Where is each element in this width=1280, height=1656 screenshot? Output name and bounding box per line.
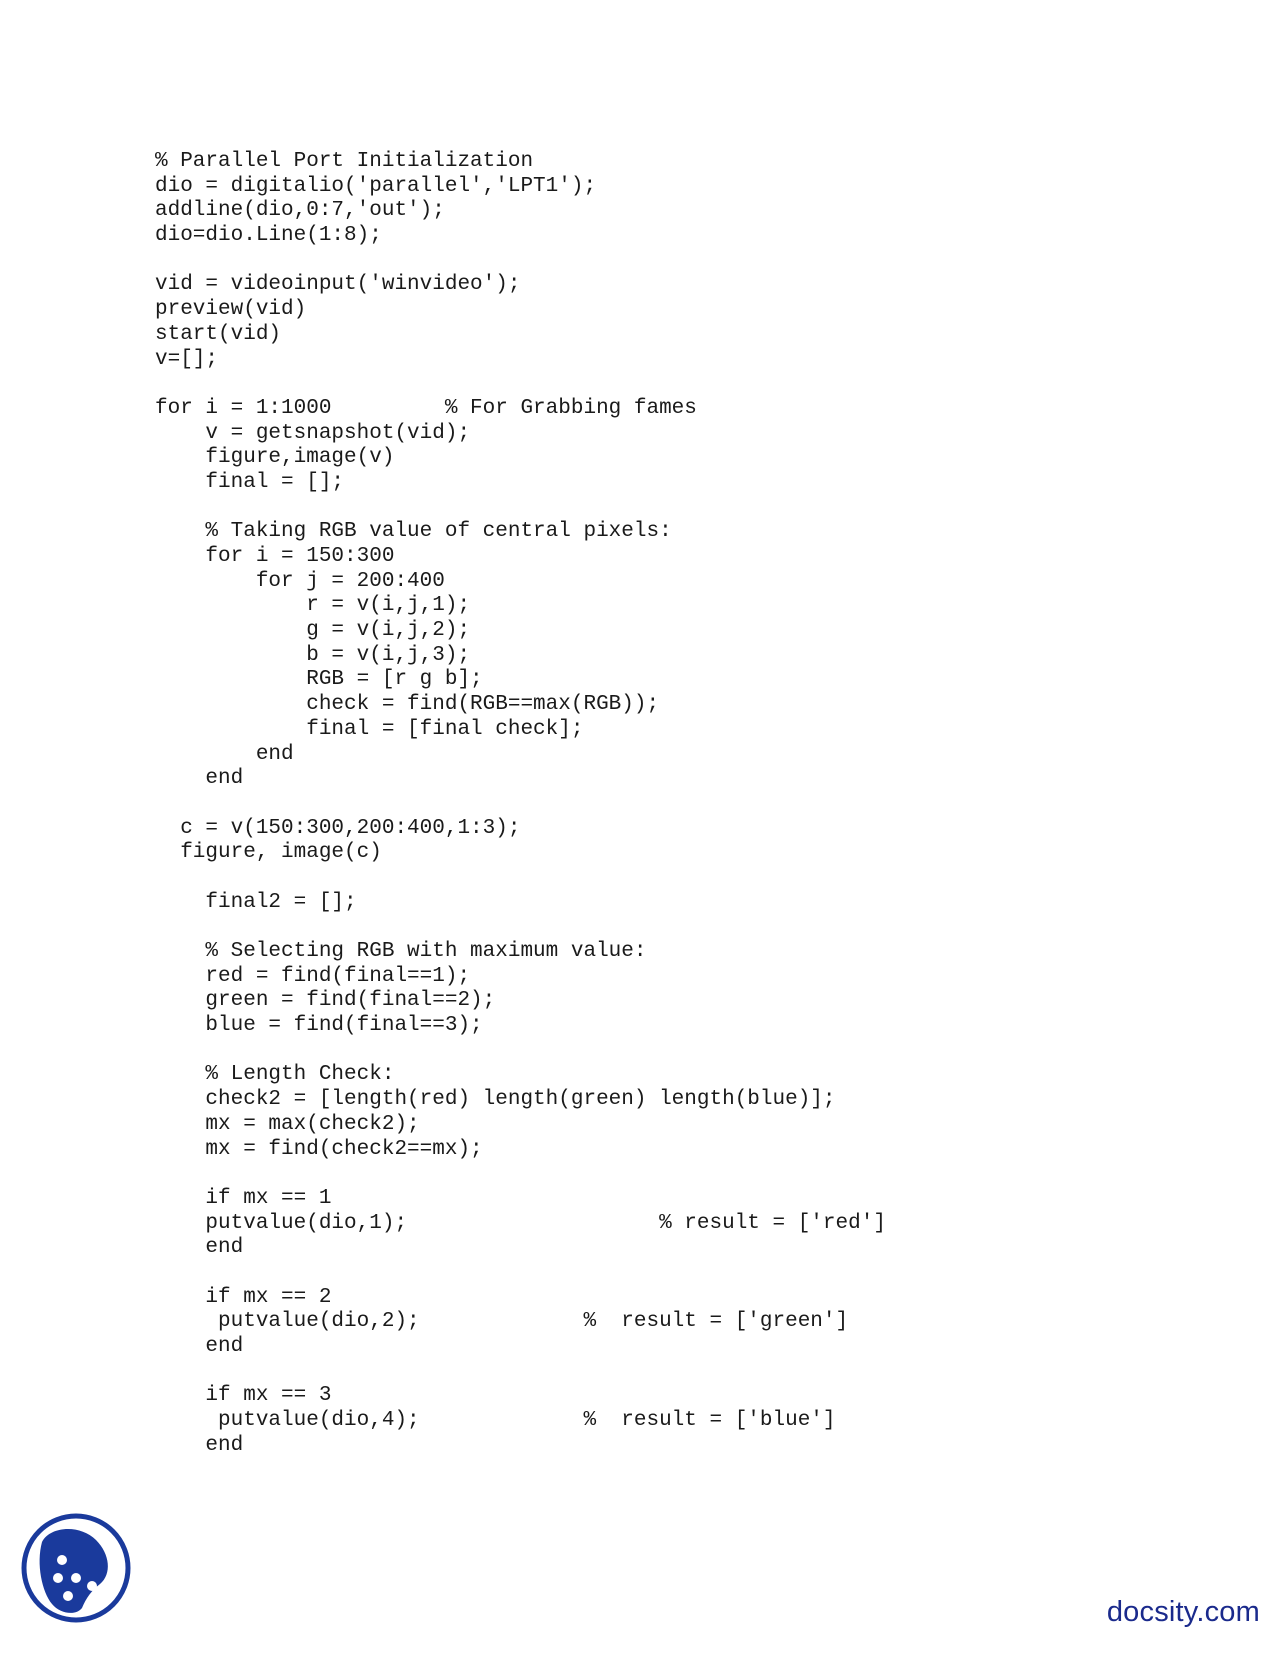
code-line [155,249,886,274]
code-line: end [155,742,294,766]
code-line: if mx == 2 [155,1285,332,1309]
code-line: for i = 150:300 [155,545,395,568]
code-line [155,372,886,397]
code-line: % Parallel Port Initialization [155,150,534,173]
code-line: putvalue(dio,4); % result = ['blue'] [155,1409,836,1433]
code-line: red = find(final==1); [155,964,471,988]
code-line: figure, image(c) [155,841,382,865]
code-line: check2 = [length(red) length(green) length(blue)]; [155,1088,836,1112]
code-line [155,915,886,940]
code-line: if mx == 1 [155,1186,332,1210]
code-line: addline(dio,0:7,'out'); [155,199,445,223]
code-line: % Taking RGB value of central pixels: [155,520,672,544]
code-line: dio = digitalio('parallel','LPT1'); [155,174,597,198]
code-line: end [155,1433,244,1457]
code-line: g = v(i,j,2); [155,619,471,643]
code-line: for j = 200:400 [155,569,445,593]
code-listing [155,150,886,1458]
code-line: end [155,767,244,791]
code-line: RGB = [r g b]; [155,668,483,692]
code-line: dio=dio.Line(1:8); [155,224,382,248]
code-line [155,792,886,817]
code-line: % Length Check: [155,1063,395,1087]
code-line: end [155,1236,244,1260]
code-line: for i = 1:1000 % For Grabbing fames [155,396,697,420]
code-line: c = v(150:300,200:400,1:3); [155,816,521,840]
code-line: final = []; [155,470,345,494]
docsity-brand-text[interactable]: docsity.com [1106,1596,1260,1628]
code-line: preview(vid) [155,298,307,322]
code-line: b = v(i,j,3); [155,643,471,667]
code-line: green = find(final==2); [155,989,496,1013]
code-line: final = [final check]; [155,717,584,741]
code-line [155,1360,886,1385]
code-line: mx = find(check2==mx); [155,1137,483,1161]
code-line [155,866,886,891]
code-line: v=[]; [155,347,219,371]
code-line: v = getsnapshot(vid); [155,421,471,445]
code-line [155,1039,886,1064]
code-line: mx = max(check2); [155,1112,420,1136]
code-line: putvalue(dio,1); % result = ['red'] [155,1211,886,1235]
docsity-logo-icon [20,1512,132,1624]
code-line: % Selecting RGB with maximum value: [155,940,647,963]
code-line [155,1261,886,1286]
code-line [155,496,886,521]
code-line: figure,image(v) [155,446,395,470]
code-line: final2 = []; [155,890,357,914]
code-line: putvalue(dio,2); % result = ['green'] [155,1310,849,1334]
code-line [155,1162,886,1187]
code-line: start(vid) [155,322,282,346]
code-line: if mx == 3 [155,1384,332,1408]
code-line: blue = find(final==3); [155,1014,483,1038]
code-line: vid = videoinput('winvideo'); [155,273,521,297]
code-line: check = find(RGB==max(RGB)); [155,693,660,717]
code-line: r = v(i,j,1); [155,594,471,618]
code-line: end [155,1335,244,1358]
